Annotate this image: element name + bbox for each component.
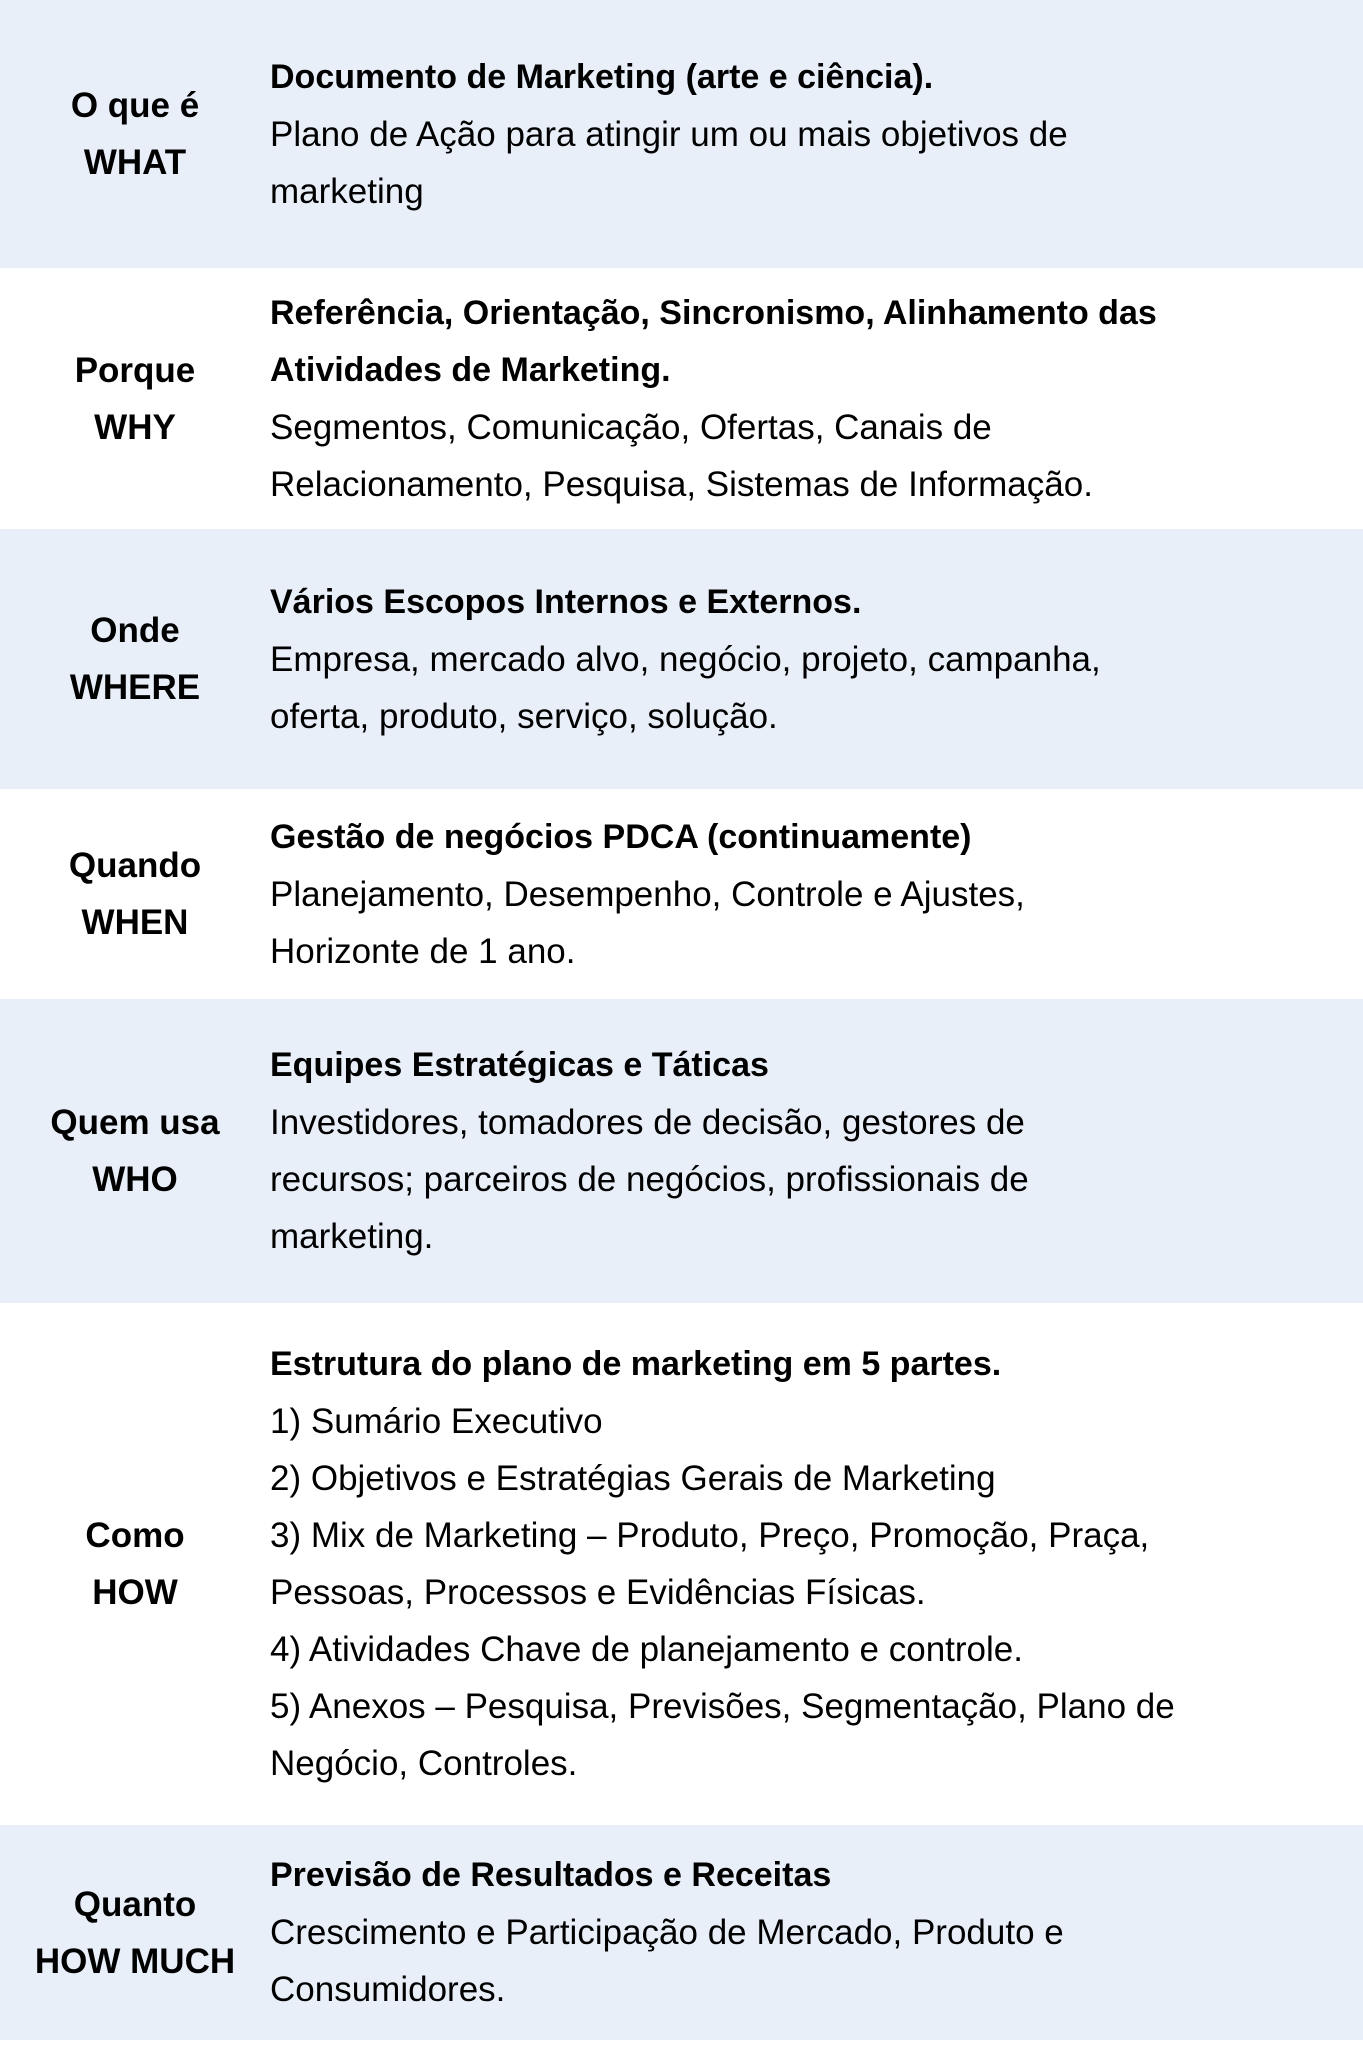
content-line: Planejamento, Desempenho, Controle e Ajustes,	[270, 874, 1025, 914]
content-title: Gestão de negócios PDCA (continuamente)	[270, 817, 972, 856]
label-line: Quanto	[73, 1884, 197, 1924]
content-line: marketing	[270, 171, 424, 211]
row-label	[0, 77, 270, 191]
label-line: WHEN	[81, 903, 189, 942]
content-title: Previsão de Resultados e Receitas	[270, 1856, 832, 1894]
label-line: Quando	[68, 846, 202, 885]
content-title: Vários Escopos Internos e Externos.	[270, 582, 862, 621]
row-where	[0, 529, 1363, 789]
content-line: recursos; parceiros de negócios, profissionais de	[270, 1160, 1029, 1199]
row-how-much	[0, 1825, 1363, 2040]
label-line: Porque	[74, 350, 196, 390]
label-line: WHO	[92, 1160, 178, 1199]
content-line: marketing.	[270, 1217, 434, 1256]
content-title: Estrutura do plano de marketing em 5 partes.	[270, 1345, 1002, 1383]
content-title: Equipes Estratégicas e Táticas	[270, 1046, 769, 1084]
row-content	[270, 1336, 1363, 1792]
row-content	[270, 1037, 1363, 1265]
row-label	[0, 342, 270, 456]
row-label	[0, 602, 270, 716]
label-line: HOW	[92, 1573, 178, 1612]
row-what	[0, 0, 1363, 268]
row-content	[270, 1847, 1363, 2018]
content-line: 5) Anexos – Pesquisa, Previsões, Segmentação, Plano de	[270, 1687, 1175, 1726]
content-line: Relacionamento, Pesquisa, Sistemas de Informação.	[270, 464, 1093, 504]
label-line: O que é	[70, 86, 200, 125]
content-title: Referência, Orientação, Sincronismo, Alinhamento das	[270, 293, 1157, 332]
label-line: WHAT	[83, 143, 187, 182]
content-line: Investidores, tomadores de decisão, gestores de	[270, 1103, 1025, 1142]
content-line: Horizonte de 1 ano.	[270, 931, 576, 971]
label-line: HOW MUCH	[34, 1941, 236, 1981]
content-line: Consumidores.	[270, 1970, 506, 2009]
content-line: Crescimento e Participação de Mercado, Produto e	[270, 1913, 1064, 1952]
row-label	[0, 837, 270, 951]
content-title: Atividades de Marketing.	[270, 350, 671, 389]
label-line: WHERE	[69, 668, 201, 707]
row-when	[0, 789, 1363, 999]
row-who	[0, 999, 1363, 1303]
content-line: 2) Objetivos e Estratégias Gerais de Marketing	[270, 1459, 996, 1498]
content-line: Segmentos, Comunicação, Ofertas, Canais de	[270, 407, 992, 447]
content-line: 1) Sumário Executivo	[270, 1402, 603, 1441]
row-how	[0, 1303, 1363, 1825]
label-line: Onde	[90, 611, 180, 650]
content-line: 4) Atividades Chave de planejamento e controle.	[270, 1630, 1023, 1669]
content-line: oferta, produto, serviço, solução.	[270, 696, 778, 736]
content-line: Empresa, mercado alvo, negócio, projeto, campanha,	[270, 639, 1101, 679]
content-line: Negócio, Controles.	[270, 1744, 578, 1783]
row-content	[270, 809, 1363, 980]
label-line: Quem usa	[50, 1103, 220, 1142]
row-label	[0, 1507, 270, 1621]
content-line: 3) Mix de Marketing – Produto, Preço, Promoção, Praça,	[270, 1516, 1150, 1555]
label-line: Como	[85, 1516, 185, 1555]
row-why	[0, 268, 1363, 529]
row-label	[0, 1094, 270, 1208]
row-content	[270, 574, 1363, 745]
content-line: Pessoas, Processos e Evidências Físicas.	[270, 1573, 926, 1612]
row-content	[270, 49, 1363, 220]
row-label	[0, 1876, 270, 1990]
row-content	[270, 285, 1363, 513]
content-title: Documento de Marketing (arte e ciência).	[270, 57, 934, 96]
content-line: Plano de Ação para atingir um ou mais objetivos de	[270, 114, 1068, 154]
label-line: WHY	[94, 407, 176, 447]
